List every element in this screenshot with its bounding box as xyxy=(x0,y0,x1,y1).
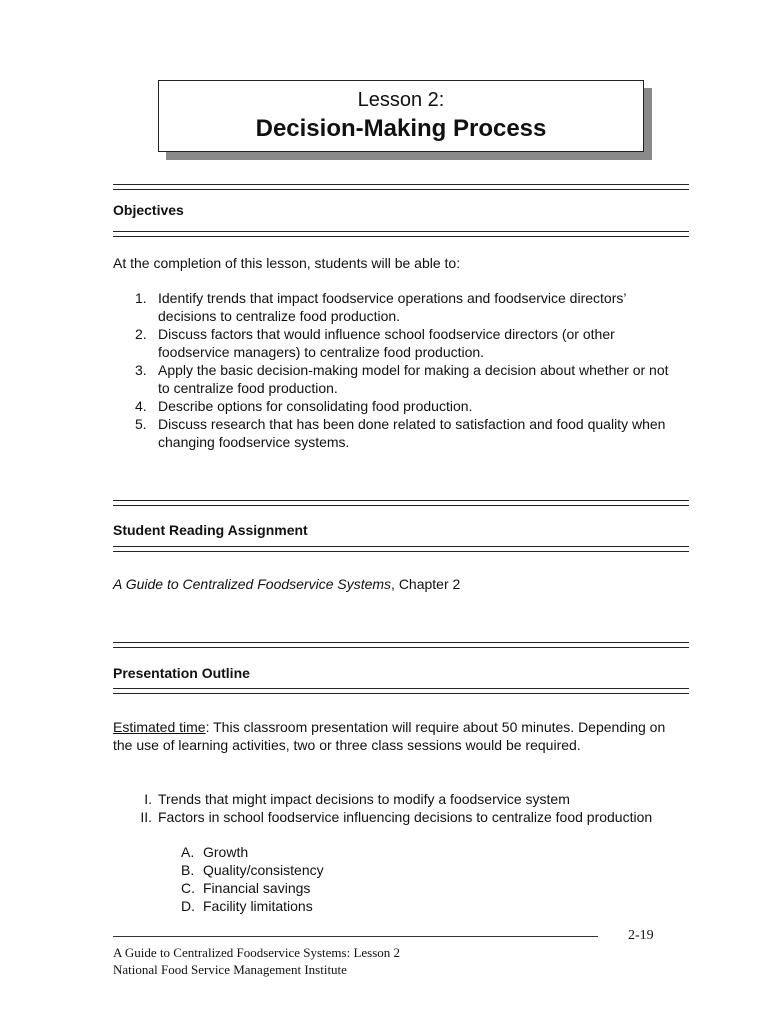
section-rule-bottom xyxy=(113,688,689,694)
list-item xyxy=(113,397,673,415)
lesson-title-box xyxy=(158,80,644,152)
list-item xyxy=(113,361,673,397)
list-item xyxy=(113,879,324,897)
section-rule-bottom xyxy=(113,231,689,237)
objectives-heading: Objectives xyxy=(113,202,184,218)
estimated-time xyxy=(113,718,673,754)
list-item xyxy=(113,325,673,361)
list-item xyxy=(113,415,673,451)
list-text: Facility limitations xyxy=(203,898,313,914)
estimated-time-label: Estimated time xyxy=(113,719,206,735)
list-item xyxy=(113,289,673,325)
list-text: Growth xyxy=(203,844,249,860)
book-title: A Guide to Centralized Foodservice Systems xyxy=(113,576,392,592)
list-number: 3. xyxy=(135,362,147,378)
chapter-reference: , Chapter 2 xyxy=(391,576,461,592)
list-letter: C. xyxy=(181,880,195,896)
list-text: Discuss research that has been done related to satisfaction and food quality when changing foodservice systems. xyxy=(158,416,666,450)
list-text: Factors in school foodservice influencing decisions to centralize food production xyxy=(158,809,653,825)
section-rule-top xyxy=(113,184,689,190)
list-number: 2. xyxy=(135,326,147,342)
objectives-list xyxy=(113,289,673,451)
estimated-time-text: : This classroom presentation will require about 50 minutes. Depending on the use of learning activities, two or three class sessions would be required. xyxy=(113,719,666,753)
title-box xyxy=(158,80,644,152)
footer-rule xyxy=(113,936,598,937)
list-letter: A. xyxy=(181,844,195,860)
list-item xyxy=(113,808,673,826)
list-number: I. xyxy=(144,791,152,807)
list-text: Financial savings xyxy=(203,880,311,896)
list-number: 5. xyxy=(135,416,147,432)
footer-line-2: National Food Service Management Institute xyxy=(113,962,347,977)
list-text: Apply the basic decision-making model for making a decision about whether or not to centralize food production. xyxy=(158,362,669,396)
list-item xyxy=(113,790,673,808)
outline-heading: Presentation Outline xyxy=(113,665,250,681)
list-text: Trends that might impact decisions to modify a foodservice system xyxy=(158,791,570,807)
footer xyxy=(113,944,400,978)
lesson-number: Lesson 2: xyxy=(357,89,445,111)
footer-line-1: A Guide to Centralized Foodservice Systems: Lesson 2 xyxy=(113,945,401,960)
list-number: 4. xyxy=(135,398,147,414)
outline-sublist xyxy=(113,843,324,915)
list-text: Describe options for consolidating food production. xyxy=(158,398,473,414)
reading-heading: Student Reading Assignment xyxy=(113,522,308,538)
page-number: 2-19 xyxy=(628,928,654,943)
section-rule-bottom xyxy=(113,546,689,552)
reading-assignment xyxy=(113,575,673,593)
list-text: Identify trends that impact foodservice operations and foodservice directors’ decisions to centralize food production. xyxy=(158,290,626,324)
list-letter: B. xyxy=(181,862,195,878)
list-item xyxy=(113,861,324,879)
list-number: II. xyxy=(140,809,152,825)
outline-list xyxy=(113,790,673,826)
list-number: 1. xyxy=(135,290,147,306)
objectives-intro: At the completion of this lesson, students will be able to: xyxy=(113,255,461,271)
list-item xyxy=(113,897,324,915)
list-item xyxy=(113,843,324,861)
section-rule-top xyxy=(113,642,689,648)
list-text: Quality/consistency xyxy=(203,862,324,878)
lesson-title: Decision-Making Process xyxy=(255,115,547,142)
list-letter: D. xyxy=(181,898,195,914)
section-rule-top xyxy=(113,500,689,506)
list-text: Discuss factors that would influence school foodservice directors (or other foodservice managers) to centralize food production. xyxy=(158,326,615,360)
